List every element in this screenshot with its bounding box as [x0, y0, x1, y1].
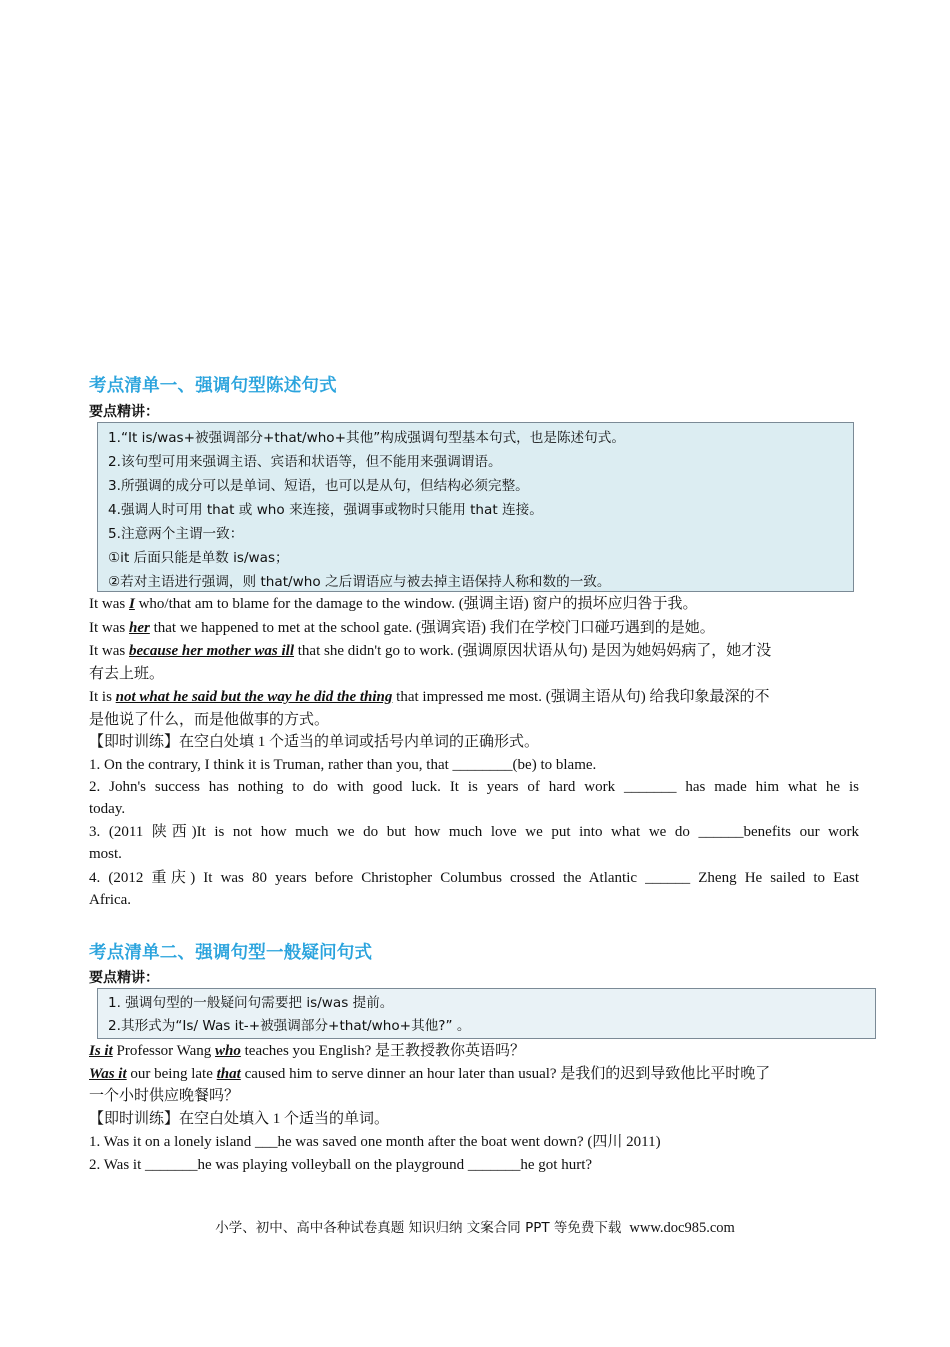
- practice-item: 2. Was it _______he was playing volleyball on the playground _______he got hurt?: [89, 1157, 593, 1173]
- practice-title: 【即时训练】在空白处填 1 个适当的单词或括号内单词的正确形式。: [89, 734, 540, 750]
- emphasized-part: Is it: [89, 1043, 113, 1059]
- section1-subtitle: 要点精讲：: [89, 404, 159, 420]
- practice-item: 1. On the contrary, I think it is Truman, rather than you, that ________(be) to blame.: [89, 757, 597, 773]
- practice-item-continuation: most.: [89, 846, 122, 862]
- example-sentence: It was her that we happened to met at the school gate. (强调宾语) 我们在学校门口碰巧遇到的是她。: [89, 620, 715, 636]
- example-sentence: It is not what he said but the way he did the thing that impressed me most. (强调主语从句) 给我印象最深的不: [89, 689, 770, 705]
- emphasized-part: because her mother was ill: [129, 643, 295, 659]
- emphasized-part: not what he said but the way he did the thing: [115, 689, 393, 705]
- practice-item: 2. John's success has nothing to do with good luck. It is years of hard work _______ has made him what he is: [89, 779, 859, 795]
- practice-item-continuation: Africa.: [89, 892, 132, 908]
- example-sentence: Is it Professor Wang who teaches you English? 是王教授教你英语吗？: [89, 1043, 526, 1059]
- section2-key-points-box: [97, 988, 876, 1039]
- example-sentence: It was I who/that am to blame for the damage to the window. (强调主语) 窗户的损坏应归咎于我。: [89, 596, 698, 612]
- practice-item: 3. (2011 陕西)It is not how much we do but how much love we put into what we do ______benefits our work: [89, 824, 859, 840]
- section1-title: 考点清单一、强调句型陈述句式: [89, 376, 337, 396]
- key-point-line: 3.所强调的成分可以是单词、短语，也可以是从句，但结构必须完整。: [108, 478, 529, 494]
- key-point-line: 1.“It is/was+被强调部分+that/who+其他”构成强调句型基本句式，也是陈述句式。: [108, 430, 625, 446]
- emphasized-part: I: [129, 596, 135, 612]
- emphasized-part: her: [129, 620, 150, 636]
- key-point-line: 1. 强调句型的一般疑问句需要把 is/was 提前。: [108, 995, 394, 1011]
- emphasized-part: Was it: [89, 1066, 127, 1082]
- page-footer: [0, 1216, 950, 1237]
- example-continuation: 有去上班。: [89, 666, 165, 682]
- practice-item: 1. Was it on a lonely island ___he was saved one month after the boat went down? (四川 2011): [89, 1134, 661, 1150]
- practice-title: 【即时训练】在空白处填入 1 个适当的单词。: [89, 1111, 390, 1127]
- example-continuation: 是他说了什么，而是他做事的方式。: [89, 712, 330, 728]
- practice-item-continuation: today.: [89, 801, 126, 817]
- key-point-line: 4.强调人时可用 that 或 who 来连接，强调事或物时只能用 that 连接。: [108, 502, 543, 518]
- key-point-line: 2.其形式为“Is/ Was it-+被强调部分+that/who+其他?” 。: [108, 1018, 471, 1034]
- key-point-line: 5.注意两个主谓一致：: [108, 526, 244, 542]
- key-point-line: ①it 后面只能是单数 is/was；: [108, 550, 289, 566]
- section2-title: 考点清单二、强调句型一般疑问句式: [89, 943, 373, 963]
- emphasized-part: that: [216, 1066, 241, 1082]
- section2-subtitle: 要点精讲：: [89, 970, 159, 986]
- footer-text: 小学、初中、高中各种试卷真题 知识归纳 文案合同 PPT 等免费下载: [215, 1220, 622, 1236]
- example-sentence: It was because her mother was ill that she didn't go to work. (强调原因状语从句) 是因为她妈妈病了，她才没: [89, 643, 772, 659]
- key-point-line: 2.该句型可用来强调主语、宾语和状语等，但不能用来强调谓语。: [108, 454, 502, 470]
- section1-key-points-box: [97, 422, 854, 592]
- example-sentence: Was it our being late that caused him to serve dinner an hour later than usual? 是我们的迟到导致他比平时晚了: [89, 1066, 771, 1082]
- emphasized-part: who: [215, 1043, 241, 1059]
- footer-url: www.doc985.com: [629, 1220, 735, 1236]
- practice-item: 4. (2012 重庆) It was 80 years before Christopher Columbus crossed the Atlantic ______ Zheng He sailed to East: [89, 870, 859, 886]
- key-point-line: ②若对主语进行强调，则 that/who 之后谓语应与被去掉主语保持人称和数的一致。: [108, 574, 611, 590]
- example-continuation: 一个小时供应晚餐吗？: [89, 1088, 240, 1104]
